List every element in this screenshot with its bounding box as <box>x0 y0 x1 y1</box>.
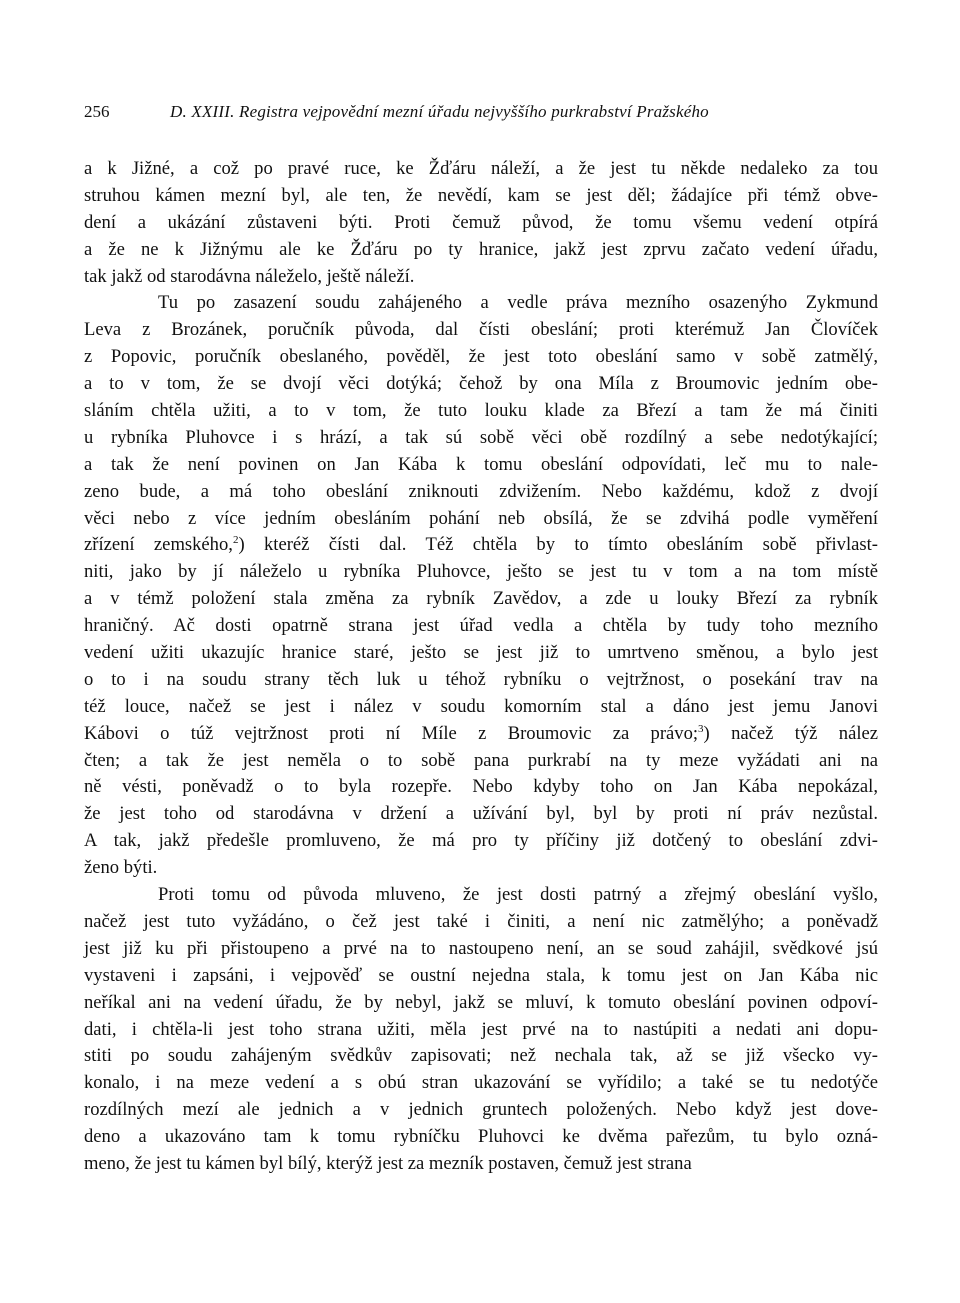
text-line: vedení užiti ukazujíc hranice staré, ješto se jest již to umrtveno směnou, a bylo jest <box>84 642 878 664</box>
text-line: struhou kámen mezní byl, ale ten, že nevědí, kam se jest děl; žádajíce při témž obve- <box>84 184 878 206</box>
text-line: zeno bude, a má toho obeslání zniknouti zdvižením. Nebo každému, kdož z dvojí <box>84 480 878 502</box>
text-line: zřízení zemského,$^2$) kteréž čísti dal. Též chtěla by to tímto obesláním sobě přivlast- <box>84 534 878 556</box>
text-line: věci nebo z více jedním obesláním pohání neb obsílá, že se zdvihá podle vyměření <box>84 507 878 529</box>
text-line: a k Jižné, a což po pravé ruce, ke Žďáru náleží, a že jest tu někde nedaleko za tou <box>84 158 878 179</box>
text-line: že jest toho od starodávna v držení a užívání byl, byl by proti ní práv nezůstal. <box>84 803 878 825</box>
page-number: 256 <box>84 102 110 121</box>
text-line: též louce, načež se jest i nález v soudu komorním stal a dáno jest jemu Janovi <box>84 695 878 717</box>
running-title: D. XXIII. Registra vejpovědní mezní úřadu nejvyššího purkrabství Pražského <box>170 102 709 121</box>
text-line: a tak že není povinen on Jan Kába k tomu obeslání odpovídati, leč mu to nale- <box>84 453 878 475</box>
paragraph <box>84 156 878 290</box>
text-line: Kábovi o túž vejtržnost proti ní Míle z Broumovic za právo;$^3$) načež týž nález <box>84 722 878 744</box>
text-line: meno, že jest tu kámen byl bílý, kterýž jest za mezník postaven, čemuž jest strana <box>84 1152 692 1174</box>
text-line: z Popovic, poručník obeslaného, pověděl, že jest toto obeslání samo v sobě zatmělý, <box>84 346 878 368</box>
page-header <box>84 102 878 132</box>
text-line: ženo býti. <box>84 857 158 879</box>
text-line: neříkal ani na vedení úřadu, že by nebyl, jakž se mluví, k tomuto obeslání povinen odpoví- <box>84 991 878 1013</box>
text-line: deno a ukazováno tam k tomu rybníčku Pluhovci ke dvěma pařezům, tu bylo ozná- <box>84 1126 878 1148</box>
text-line: a to v tom, že se dvojí věci dotýká; čehož by ona Míla z Broumovic jedním obe- <box>84 373 878 395</box>
text-line: ně vésti, poněvadž o to byla rozepře. Nebo kdyby toho on Jan Kába nepokázal, <box>84 776 878 798</box>
text-line: Tu po zasazení soudu zahájeného a vedle práva mezního osazenýho Zykmund <box>158 292 878 314</box>
text-line: konalo, i na meze vedení a s obú stran ukazování se vyřídilo; a také se tu nedotýče <box>84 1072 878 1094</box>
text-line: dení a ukázání zůstaveni býti. Proti čemuž původ, že tomu všemu vedení otpírá <box>84 211 878 233</box>
paragraph <box>84 290 878 882</box>
text-line: a v témž položení stala změna za rybník Zavědov, a zde u louky Březí za rybník <box>84 588 878 610</box>
document-page <box>84 102 878 1174</box>
text-line: Leva z Brozánek, poručník původa, dal čísti obeslání; proti kterémuž Jan Človíček <box>84 319 878 341</box>
text-line: A tak, jakž předešle promluveno, že má pro ty příčiny již dotčený to obeslání zdvi- <box>84 830 878 852</box>
text-line: niti, jako by jí náleželo u rybníka Pluhovce, ješto se jest tu v tom a na tom místě <box>84 561 878 583</box>
text-line: tak jakž od starodávna náleželo, ještě náleží. <box>84 265 415 287</box>
text-line: a že ne k Jižnýmu ale ke Žďáru po ty hranice, jakž jest zprvu začato vedení úřadu, <box>84 238 878 260</box>
text-line: čten; a tak že jest neměla o to sobě pana purkrabí na ty meze vyžádati ani na <box>84 749 878 771</box>
text-line: o to i na soudu strany těch luk u téhož rybníku o vejtržnost, o posekání trav na <box>84 668 878 690</box>
text-line: hraničný. Ač dosti opatrně strana jest úřad vedla a chtěla by tudy toho mezního <box>84 615 878 637</box>
text-line: vystaveni i zapsáni, i vejpověď se oustní nejedna stala, k tomu jest on Jan Kába nic <box>84 964 878 986</box>
text-line: Proti tomu od původa mluveno, že jest dosti patrný a zřejmý obeslání vyšlo, <box>158 884 878 906</box>
text-line: u rybníka Pluhovce i s hrází, a tak sú sobě věci obě rozdílný a sebe nedotýkající; <box>84 426 878 448</box>
text-line: dati, i chtěla-li jest toho strana užiti, měla jest prvé na to nastúpiti a nedati ani dopu- <box>84 1018 878 1040</box>
body-text <box>84 156 878 1178</box>
text-line: rozdílných mezí ale jednich a v jednich gruntech položených. Nebo když jest dove- <box>84 1099 878 1121</box>
text-line: sláním chtěla užiti, a to v tom, že tuto louku klade za Březí a tam že má činiti <box>84 400 878 422</box>
text-line: jest již ku při přistoupeno a prvé na to nastoupeno není, an se soud zahájil, svědkové jsú <box>84 937 878 959</box>
text-line: načež jest tuto vyžádáno, o čež jest také i činiti, a není nic zatmělýho; a poněvadž <box>84 910 878 932</box>
text-line: stiti po soudu zahájeným svědkův zapisovati; než nechala tak, až se již všecko vy- <box>84 1045 878 1067</box>
paragraph <box>84 882 878 1178</box>
